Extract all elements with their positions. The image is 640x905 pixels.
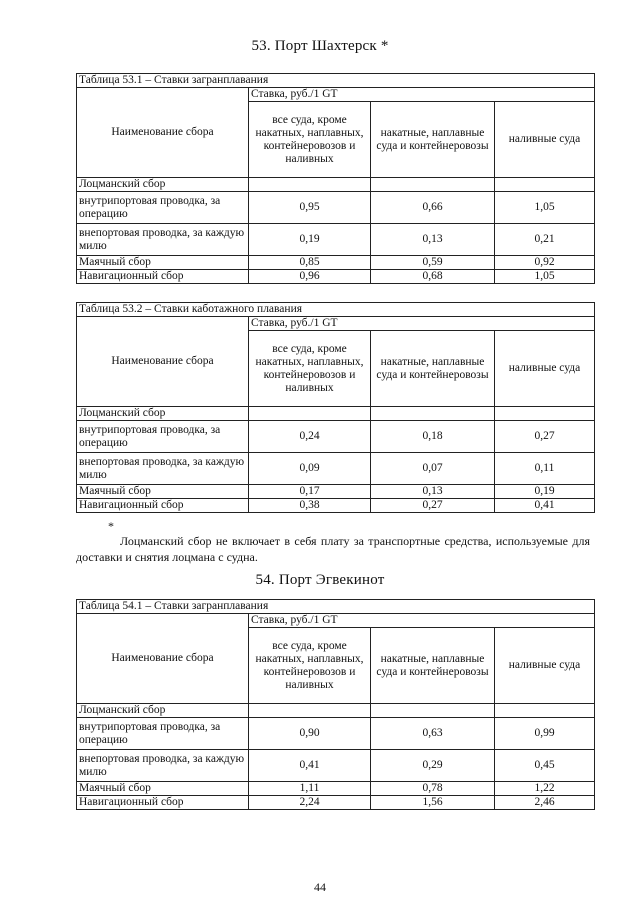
fee-name-header: Наименование сбора	[77, 88, 249, 178]
row-label-navigation-fee: Навигационный сбор	[77, 796, 249, 810]
row-label-navigation-fee: Навигационный сбор	[77, 270, 249, 284]
cell-value	[371, 407, 495, 421]
column-header-general-vessels: все суда, кроме накатных, наплавных, контейнеровозов и наливных	[249, 331, 371, 407]
cell-value: 0,96	[249, 270, 371, 284]
row-label-lighthouse-fee: Маячный сбор	[77, 256, 249, 270]
cell-value: 0,38	[249, 499, 371, 513]
row-label-navigation-fee: Навигационный сбор	[77, 499, 249, 513]
cell-value	[495, 178, 595, 192]
cell-value: 0,21	[495, 224, 595, 256]
cell-value	[371, 178, 495, 192]
fee-name-header: Наименование сбора	[77, 317, 249, 407]
rate-table-54-1	[76, 599, 595, 810]
row-label-lighthouse-fee: Маячный сбор	[77, 782, 249, 796]
column-header-general-vessels: все суда, кроме накатных, наплавных, контейнеровозов и наливных	[249, 628, 371, 704]
cell-value: 0,11	[495, 453, 595, 485]
cell-value: 0,85	[249, 256, 371, 270]
footnote-text: Лоцманский сбор не включает в себя плату за транспортные средства, используемые для доставки и снятия лоцмана с судна.	[76, 534, 590, 564]
cell-value: 0,95	[249, 192, 371, 224]
table-caption: Таблица 53.2 – Ставки каботажного плавания	[77, 303, 595, 317]
cell-value: 0,24	[249, 421, 371, 453]
row-label-outport-pilotage: внепортовая проводка, за каждую милю	[77, 750, 249, 782]
cell-value: 0,18	[371, 421, 495, 453]
column-header-tankers: наливные суда	[495, 102, 595, 178]
cell-value	[495, 407, 595, 421]
row-label-lighthouse-fee: Маячный сбор	[77, 485, 249, 499]
fee-name-header: Наименование сбора	[77, 614, 249, 704]
cell-value: 0,78	[371, 782, 495, 796]
row-label-inport-pilotage: внутрипортовая проводка, за операцию	[77, 421, 249, 453]
unit-header: Ставка, руб./1 GT	[249, 88, 595, 102]
row-label-inport-pilotage: внутрипортовая проводка, за операцию	[77, 192, 249, 224]
cell-value: 0,66	[371, 192, 495, 224]
row-label-outport-pilotage: внепортовая проводка, за каждую милю	[77, 453, 249, 485]
table-caption: Таблица 54.1 – Ставки загранплавания	[77, 600, 595, 614]
column-header-tankers: наливные суда	[495, 628, 595, 704]
row-label-pilotage: Лоцманский сбор	[77, 407, 249, 421]
cell-value: 0,68	[371, 270, 495, 284]
column-header-roro-container: накатные, наплавные суда и контейнеровозы	[371, 628, 495, 704]
section-heading-53: 53. Порт Шахтерск *	[251, 38, 389, 54]
cell-value: 2,24	[249, 796, 371, 810]
row-label-pilotage: Лоцманский сбор	[77, 178, 249, 192]
cell-value: 0,09	[249, 453, 371, 485]
cell-value	[495, 704, 595, 718]
cell-value: 0,27	[495, 421, 595, 453]
cell-value: 0,19	[495, 485, 595, 499]
cell-value: 0,92	[495, 256, 595, 270]
page-number: 44	[314, 880, 326, 894]
unit-header: Ставка, руб./1 GT	[249, 317, 595, 331]
column-header-tankers: наливные суда	[495, 331, 595, 407]
cell-value: 0,99	[495, 718, 595, 750]
rate-table-53-1	[76, 73, 595, 284]
cell-value: 0,63	[371, 718, 495, 750]
cell-value	[371, 704, 495, 718]
cell-value: 1,05	[495, 192, 595, 224]
cell-value: 1,56	[371, 796, 495, 810]
cell-value: 2,46	[495, 796, 595, 810]
cell-value	[249, 407, 371, 421]
rate-table-53-2	[76, 302, 595, 513]
row-label-pilotage: Лоцманский сбор	[77, 704, 249, 718]
footnote-marker: *	[108, 519, 114, 533]
cell-value: 1,05	[495, 270, 595, 284]
cell-value: 1,22	[495, 782, 595, 796]
column-header-roro-container: накатные, наплавные суда и контейнеровозы	[371, 331, 495, 407]
cell-value: 0,13	[371, 485, 495, 499]
cell-value: 0,90	[249, 718, 371, 750]
column-header-general-vessels: все суда, кроме накатных, наплавных, контейнеровозов и наливных	[249, 102, 371, 178]
cell-value: 1,11	[249, 782, 371, 796]
column-header-roro-container: накатные, наплавные суда и контейнеровозы	[371, 102, 495, 178]
cell-value: 0,45	[495, 750, 595, 782]
cell-value: 0,17	[249, 485, 371, 499]
unit-header: Ставка, руб./1 GT	[249, 614, 595, 628]
cell-value: 0,41	[495, 499, 595, 513]
cell-value: 0,13	[371, 224, 495, 256]
cell-value	[249, 704, 371, 718]
cell-value: 0,27	[371, 499, 495, 513]
cell-value: 0,19	[249, 224, 371, 256]
cell-value: 0,29	[371, 750, 495, 782]
cell-value: 0,59	[371, 256, 495, 270]
cell-value	[249, 178, 371, 192]
table-caption: Таблица 53.1 – Ставки загранплавания	[77, 74, 595, 88]
row-label-outport-pilotage: внепортовая проводка, за каждую милю	[77, 224, 249, 256]
section-heading-54: 54. Порт Эгвекинот	[255, 572, 385, 588]
row-label-inport-pilotage: внутрипортовая проводка, за операцию	[77, 718, 249, 750]
cell-value: 0,41	[249, 750, 371, 782]
cell-value: 0,07	[371, 453, 495, 485]
